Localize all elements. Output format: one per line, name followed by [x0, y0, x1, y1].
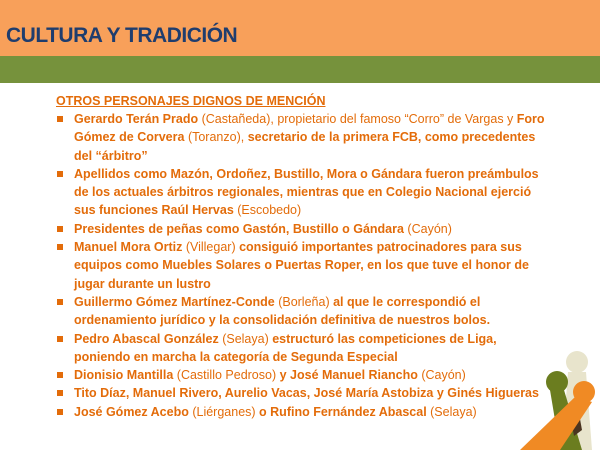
- bold-text: al que le correspondió el ordenamiento jurídico y la consolidación definitiva de nuestros bolos.: [74, 294, 491, 328]
- list-item: [56, 165, 556, 220]
- bold-text: Dionisio Mantilla: [74, 368, 174, 383]
- bold-text: Manuel Mora Ortiz: [74, 240, 183, 255]
- list-item: [56, 293, 556, 330]
- bold-text: Gerardo Terán Prado: [74, 112, 199, 126]
- section-title: OTROS PERSONAJES DIGNOS DE MENCIÓN: [56, 94, 326, 108]
- header-bar: [0, 0, 600, 56]
- list-item: [56, 238, 556, 293]
- bold-text: Foro Gómez de Corvera: [74, 112, 545, 145]
- bold-text: Presidentes de peñas como Gastón, Bustillo o Gándara: [74, 221, 404, 236]
- list-item: [56, 366, 556, 384]
- regular-text: (Cayón): [417, 368, 466, 383]
- regular-text: (Liérganes): [188, 404, 260, 419]
- regular-text: (Villegar): [182, 240, 240, 255]
- list-item: [56, 403, 556, 421]
- bold-text: José Gómez Acebo: [74, 404, 189, 419]
- list-item: [56, 384, 556, 402]
- bold-text: Pedro Abascal González: [74, 331, 219, 346]
- list-item: [56, 110, 556, 165]
- bold-text: y José Manuel Riancho: [279, 368, 418, 383]
- regular-text: (Selaya): [426, 404, 477, 419]
- bold-text: Apellidos como Mazón, Ordoñez, Bustillo, Mora o Gándara fueron preámbulos de los actuales árbitros regionales, mientras que en Colegio Nacional ejerció sus funciones Raúl Hervas: [74, 166, 539, 218]
- list-item: [56, 220, 556, 238]
- regular-text: (Borleña): [274, 294, 334, 309]
- bowling-pins-decoration: [520, 330, 600, 450]
- regular-text: (Castillo Pedroso): [173, 368, 280, 383]
- regular-text: (Selaya): [218, 331, 273, 346]
- bold-text: o Rufino Fernández Abascal: [259, 404, 427, 419]
- bold-text: secretario de la primera FCB, como precedentes del “árbitro”: [74, 130, 536, 163]
- page-title: CULTURA Y TRADICIÓN: [6, 24, 238, 47]
- bold-text: Guillermo Gómez Martínez-Conde: [74, 294, 275, 309]
- green-band: [0, 56, 600, 83]
- personajes-list: [56, 110, 556, 421]
- bold-text: consiguió importantes patrocinadores para sus equipos como Muebles Solares o Puertas Roper, en los que tuve el honor de jugar durante un lustro: [74, 240, 529, 291]
- regular-text: (Cayón): [403, 221, 452, 236]
- bold-text: estructuró las competiciones de Liga, poniendo en marcha la categoría de Segunda Especial: [74, 331, 497, 364]
- bold-text: Tito Díaz, Manuel Rivero, Aurelio Vacas, José María Astobiza y Ginés Higueras: [74, 386, 539, 401]
- list-item: [56, 330, 556, 367]
- regular-text: (Escobedo): [233, 203, 302, 218]
- regular-text: (Castañeda), propietario del famoso “Corro” de Vargas y: [198, 112, 517, 126]
- regular-text: (Toranzo),: [184, 130, 248, 145]
